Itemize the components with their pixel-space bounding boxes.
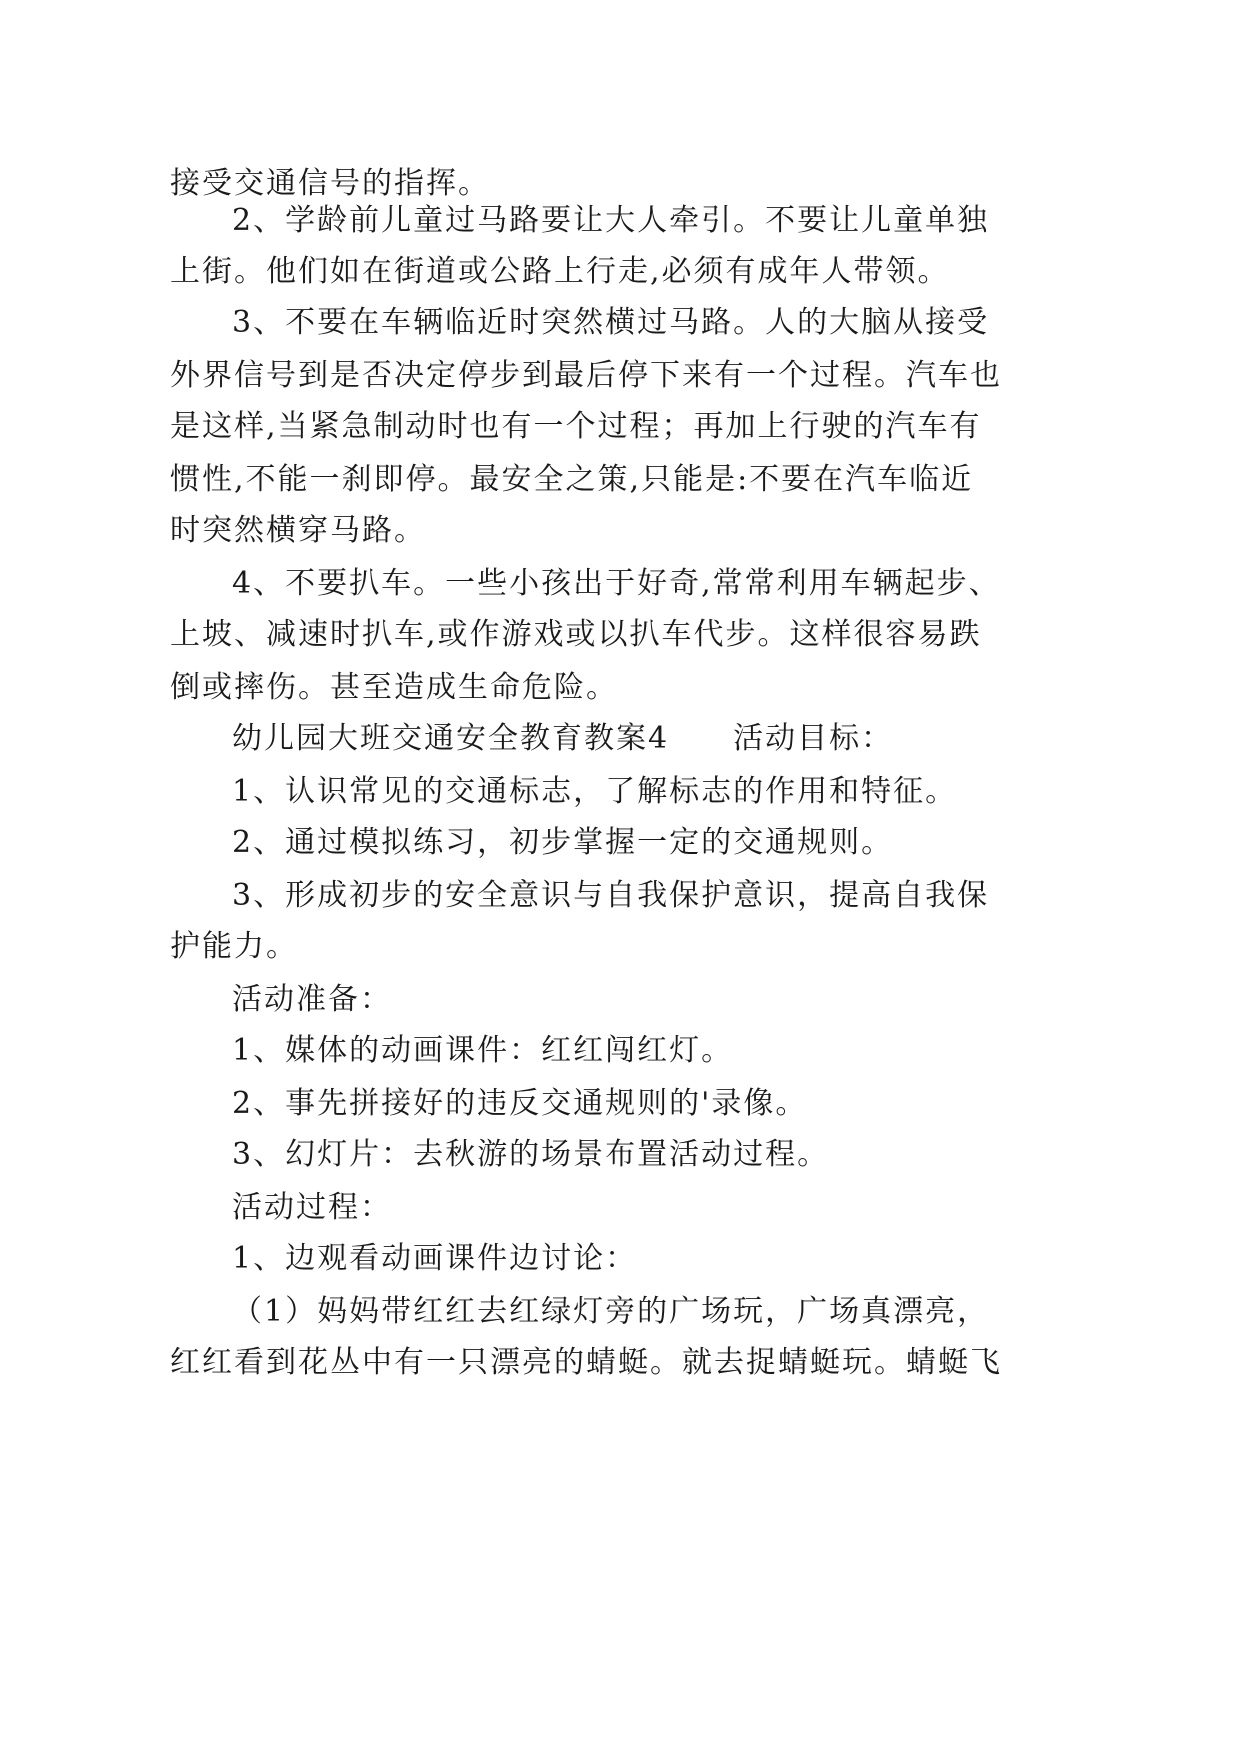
list-item: 1、认识常见的交通标志，了解标志的作用和特征。 xyxy=(232,774,958,809)
section-heading: 幼儿园大班交通安全教育教案4 活动目标： xyxy=(232,721,894,756)
list-item: 3、形成初步的安全意识与自我保护意识，提高自我保 xyxy=(232,878,990,913)
list-item: 1、媒体的动画课件：红红闯红灯。 xyxy=(232,1033,734,1068)
text-line: 外界信号到是否决定停步到最后停下来有一个过程。汽车也 xyxy=(170,358,1002,393)
list-item: 2、通过模拟练习，初步掌握一定的交通规则。 xyxy=(232,825,894,860)
list-item: 2、事先拼接好的违反交通规则的'录像。 xyxy=(232,1086,808,1121)
section-heading: 活动过程： xyxy=(232,1190,392,1225)
text-line: 时突然横穿马路。 xyxy=(170,513,426,548)
text-line: 上街。他们如在街道或公路上行走,必须有成年人带领。 xyxy=(170,254,950,289)
list-item: 1、边观看动画课件边讨论： xyxy=(232,1241,638,1276)
text-line: 上坡、减速时扒车,或作游戏或以扒车代步。这样很容易跌 xyxy=(170,617,982,652)
list-item: 3、不要在车辆临近时突然横过马路。人的大脑从接受 xyxy=(232,305,990,340)
text-line: 接受交通信号的指挥。 xyxy=(170,166,490,201)
list-item: 3、幻灯片：去秋游的场景布置活动过程。 xyxy=(232,1137,830,1172)
section-heading: 活动准备： xyxy=(232,982,392,1017)
text-line: 惯性,不能一刹即停。最安全之策,只能是:不要在汽车临近 xyxy=(170,462,974,497)
text-line: 倒或摔伤。甚至造成生命危险。 xyxy=(170,670,618,705)
list-item: （1）妈妈带红红去红绿灯旁的广场玩，广场真漂亮， xyxy=(232,1294,990,1329)
list-item: 2、学龄前儿童过马路要让大人牵引。不要让儿童单独 xyxy=(232,203,990,238)
text-line: 红红看到花丛中有一只漂亮的蜻蜓。就去捉蜻蜓玩。蜻蜓飞 xyxy=(170,1345,1002,1380)
text-line: 是这样,当紧急制动时也有一个过程；再加上行驶的汽车有 xyxy=(170,409,982,444)
text-line: 护能力。 xyxy=(170,929,298,964)
list-item: 4、不要扒车。一些小孩出于好奇,常常利用车辆起步、 xyxy=(232,566,1001,601)
